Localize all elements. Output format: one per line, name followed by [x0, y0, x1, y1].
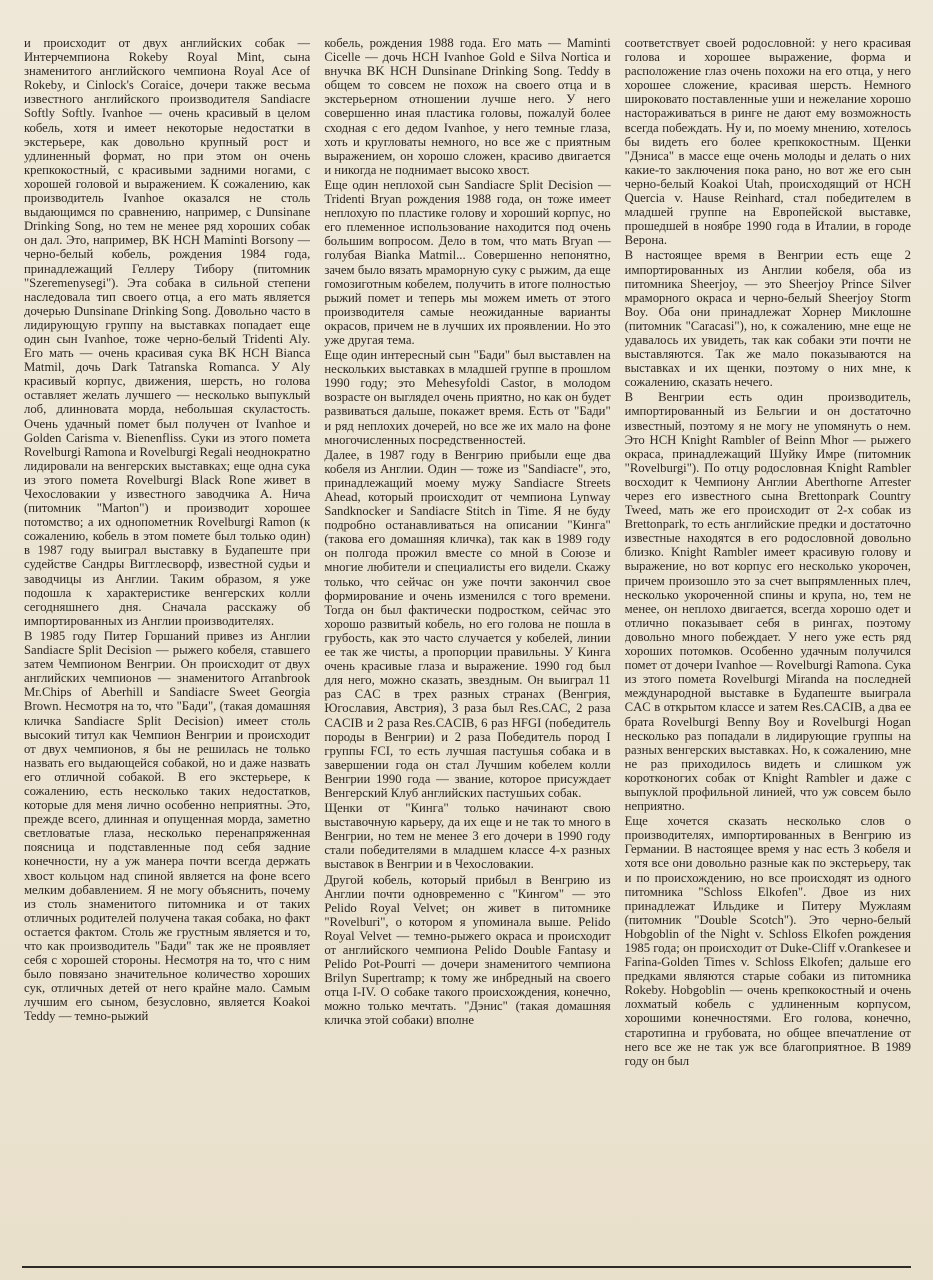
paragraph: Еще один интересный сын "Бади" был выставлен на нескольких выставках в младшей группе в прошлом 1990 году; это Mehesyfoldi Castor, в молодом возрасте он выглядел очень приятно, но как он будет развиваться дальше, покажет время. Есть от "Бади" и ряд неплохих дочерей, но все же их мало на фоне многочисленных посредственностей. [324, 348, 611, 447]
bottom-rule [22, 1266, 911, 1268]
paragraph: Далее, в 1987 году в Венгрию прибыли еще два кобеля из Англии. Один — тоже из "Sandiacre", это, принадлежащий моему мужу Sandiacre Streets Ahead, который происходит от чемпиона Lynway Sandknocker и Sandiacre Stitch in Time. Я не буду подробно останавливаться на описании "Кинга" (такова его домашняя кличка), так как в 1989 году он полгода прожил вместе со мной в Союзе и многие любители и специалисты его видели. Скажу только, что сейчас он уже почти закончил свое формирование и очень изменился с того времени. Тогда он был фактически подростком, сейчас это хорошо развитый кобель, но его голова не пошла в грубость, как это часто случается у кобелей, линии ее так же чисты, а пропорции правильны. У Кинга очень красивые глаза и выражение. 1990 год был для него, можно сказать, звездным. Он выиграл 11 раз CAC в трех разных странах (Венгрия, Югославия, Австрия), 3 раза был Res.CAC, 2 раза CACIB и 2 раза Res.CACIB, 6 раз HFGI (победитель породы в Венгрии) и 2 раза Победитель пород I группы FCI, то есть лучшая пастушья собака и в завершении года он стал Лучшим кобелем колли Венгрии 1990 года — звание, которое присуждает Венгерский Клуб английских пастушьих собак. [324, 447, 611, 800]
column-right [625, 36, 911, 1258]
paragraph: Щенки от "Кинга" только начинают свою выставочную карьеру, да их еще и не так то много в Венгрии, но тем не менее 3 его дочери в 1990 году стали победителями в младшем классе 4-х разных выставок в Венгрии и в Чехословакии. [324, 801, 611, 872]
text-columns [24, 36, 911, 1258]
column-middle [324, 36, 610, 1258]
paragraph: В настоящее время в Венгрии есть еще 2 импортированных из Англии кобеля, оба из питомника Sheerjoy, — это Sheerjoy Prince Silver мраморного окраса и черно-белый Sheerjoy Storm Boy. Оба они принадлежат Хорнер Миклошне (питомник "Caracasi"), но, к сожалению, мне еще не удавалось их увидеть, так как собаки эти почти не выставляются. Так же мало показываются на выставках и их щенки, поэтому о них мне, к сожалению, сказать нечего. [624, 248, 911, 390]
paragraph: соответствует своей родословной: у него красивая голова и хорошее выражение, форма и расположение глаз очень похожи на его отца, у него хорошее сложение, красивая шерсть. Немного широковато поставленные уши и нежелание хорошо настораживаться в ринге не дают ему возможность всегда побеждать. Ну и, по моему мнению, хотелось бы видеть его более крепкокостным. Щенки "Дэниса" в массе еще очень молоды и делать о них какие-то заключения пока рано, но вот же его сын черно-белый Koakoi Utah, происходящий от HCH Quercia v. Hause Reinhard, стал победителем в младшей группе на Европейской выставке, прошедшей в ноябре 1990 года в Италии, в городе Верона. [624, 36, 911, 248]
column-left [24, 36, 310, 1258]
paragraph: В 1985 году Питер Горшаний привез из Англии Sandiacre Split Decision — рыжего кобеля, ставшего затем Чемпионом Венгрии. Он происходит от двух английских чемпионов — знаменитого Arranbrook Mr.Chips of Aberhill и Sandiacre Sweet Georgia Brown. Несмотря на то, что "Бади", (такая домашняя кличка Sandiacre Split Decision) имеет столь высокий титул как Чемпион Венгрии и происходит от двух чемпионов, я бы не решилась не только назвать его выдающейся собакой, но и даже назвать его отличной собакой. В его экстерьере, к сожалению, есть несколько таких недостатков, которые для меня лично особенно неприятны. Это, прежде всего, длинная и опущенная морда, заметно светловатые глаза, несколько перенапряженная поясница и подставленные под себя задние конечности, ну а уж манера почти всегда держать хвост кольцом над спиной является на фоне всего мелким добавлением. Я не могу объяснить, почему из столь знаменитого питомника и от таких отличных родителей получена такая собака, но факт остается фактом. Столь же грустным является и то, что как производитель "Бади" так же не проявляет себя с хорошей стороны. Несмотря на то, что с ним было повязано значительное количество хороших сук, отличных детей от него крайне мало. Самым лучшим его сыном, безусловно, является Koakoi Teddy — темно-рыжий [24, 628, 311, 1024]
paragraph: и происходит от двух английских собак — Интерчемпиона Rokeby Royal Mint, сына знаменитого английского чемпиона Royal Ace of Rokeby, и Cinlock's Coraice, дочери также весьма известного английского производителя Sandiacre Softly Softly. Ivanhoe — очень красивый в целом кобель, хотя и имеет некоторые недостатки в экстерьере, как довольно крупный рост и удлиненный формат, но при этом он очень крепкокостный, с красивыми задними ногами, с хорошей головой и выражением. К сожалению, как производитель Ivanhoe оказался не столь выдающимся по сравнению, например, с Dunsinane Drinking Song, но тем не менее ряд хороших собак он дал. Это, например, BK HCH Maminti Borsony — черно-белый кобель, рождения 1984 года, принадлежащий Геллеру Тибору (питомник "Szeremenysegi"). Эта собака в сильной степени наследовала тип своего отца, а его мать является дочерью Dunsinane Drinking Song. Довольно часто в лидирующую группу на выставках попадает еще один сын Ivanhoe, тоже черно-белый Tridenti Aly. Его мать — очень красивая сука BK HCH Bianca Matmil, дочь Dark Tatranska Romanca. У Aly красивый корпус, движения, шерсть, но голова оставляет желать лучшего — несколько выпуклый лоб, длинновата морда, небольшая скуластость. Очень удачный помет был получен от Ivanhoe и Golden Carisma v. Bienenfliss. Суки из этого помета Rovelburgi Ramona и Rovelburgi Regali неоднократно лидировали на венгерских выставках; еще одна сука из этого помета Rovelburgi Black Rone живет в Чехословакии у известного заводчика А. Нича (питомник "Marton") и производит хорошее потомство; а их однопометник Rovelburgi Ramon (к сожалению, кобель в этом помете был только один) в 1987 году выиграл выставку в Будапеште при судействе Сандры Вигглесворф, известной судьи и заводчицы из Англии. Таким образом, я уже подошла к характеристике венгерских колли сегодняшнего дня. Сначала расскажу об импортированных из Англии производителях. [24, 36, 311, 628]
paragraph: Еще один неплохой сын Sandiacre Split Decision — Tridenti Bryan рождения 1988 года, он тоже имеет неплохую по пластике голову и хороший корпус, но его племенное использование находится под очень большим вопросом. Дело в том, что мать Bryan — голубая Bianka Matmil... Совершенно непонятно, зачем было вязать мраморную суку с рыжим, да еще гомозиготным кобелем, получить в итоге полностью рыжий помет и теперь мы можем иметь от этого производителя самые неожиданные варианты окрасов, причем не в лучших их проявлении. Но это уже другая тема. [324, 177, 611, 347]
paragraph: Другой кобель, который прибыл в Венгрию из Англии почти одновременно с "Кингом" — это Pelido Royal Velvet; он живет в питомнике "Rovelburi", о котором я упоминала выше. Pelido Royal Velvet — темно-рыжего окраса и происходит от английского чемпиона Pelido Double Fantasy и Pelido Pot-Pourri — дочери знаменитого чемпиона Brilyn Supertramp; к тому же инбредный на своего отца I-IV. О собаке такого происхождения, конечно, можно только мечтать. "Дэнис" (такая домашняя кличка этой собаки) вполне [324, 872, 611, 1028]
paragraph: кобель, рождения 1988 года. Его мать — Maminti Cicelle — дочь HCH Ivanhoe Gold e Silva Nortica и внучка BK HCH Dunsinane Drinking Song. Teddy в общем то совсем не похож на своего отца и в экстерьерном отношении лучше него. У него совершенно иная пластика головы, пожалуй более сходная с его дедом Ivanhoe, у него темные глаза, хоть и кругловаты немного, но все же с приятным выражением, он хорошо сложен, красиво двигается и никогда не поднимает высоко хвост. [324, 36, 611, 177]
paragraph: В Венгрии есть один производитель, импортированный из Бельгии и он достаточно известный, поэтому я не могу не упомянуть о нем. Это HCH Knight Rambler of Beinn Mhor — рыжего окраса, принадлежащий Шуйку Имре (питомник "Rovelburgi"). По отцу родословная Knight Rambler восходит к Чемпиону Англии Aberthorne Arrester через его известного сына Brettonpark Country Tweed, мать же его происходит от 2-х собак из Brettonpark, то есть английские предки и достаточно известные находятся в его родословной довольно близко. Knight Rambler имеет красивую голову и выражение, но вот корпус его несколько укорочен, причем произошло это за счет выпрямленных плеч, несколько укороченной спины и крупа, но, тем не менее, он неплохо двигается, всегда хорошо одет и отлично показывает себя в рингах, поэтому довольно много побеждает. У него уже есть ряд хороших потомков. Особенно удачным получился помет от дочери Ivanhoe — Rovelburgi Ramona. Сука из этого помета Rovelburgi Miranda на последней международной выставке в Будапеште выиграла CAC в открытом классе и затем Res.CACIB, а два ее брата Rovelburgi Benny Boy и Rovelburgi Hogan несколько раз попадали в лидирующие группы на разных венгерских выставках. Но, к сожалению, мне не раз приходилось видеть и слишком уж коротконогих собак от Knight Rambler и даже с выпуклой профильной линией, что уж совсем было неприятно. [624, 390, 911, 814]
paragraph: Еще хочется сказать несколько слов о производителях, импортированных в Венгрию из Германии. В настоящее время у нас есть 3 кобеля и хотя все они довольно разные как по экстерьеру, так и по происхождению, но все происходят из одного питомника "Schloss Elkofen". Двое из них принадлежат Ильдике и Питеру Мужлаям (питомник "Double Scotch"). Это черно-белый Hobgoblin of the Night v. Schloss Elkofen рождения 1985 года; он происходит от Duke-Cliff v.Orankesee и Farina-Golden Times v. Schloss Elkofen; дальше его предками являются старые собаки из питомника Rokeby. Hobgoblin — очень крепкокостный и очень лохматый кобель с удлиненным корпусом, хорошими конечностями. Его голова, конечно, старотипна и грубовата, но общее впечатление от него все же не так уж все благоприятное. В 1989 году он был [624, 814, 911, 1068]
